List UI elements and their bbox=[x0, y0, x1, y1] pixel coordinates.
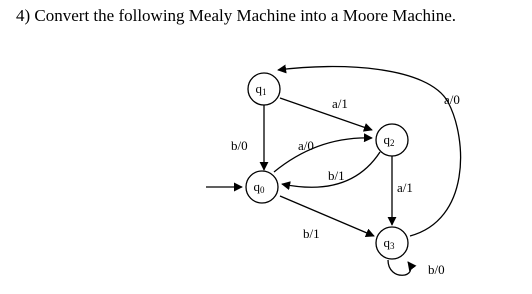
state-q1-label: q1 bbox=[255, 81, 267, 97]
edge-q3-self-loop bbox=[388, 260, 411, 275]
label-q2-q0: b/1 bbox=[328, 168, 345, 183]
label-q3-self: b/0 bbox=[428, 262, 445, 277]
label-q1-q0: b/0 bbox=[231, 138, 248, 153]
state-q0-label: q0 bbox=[253, 179, 265, 195]
label-q0-q3: b/1 bbox=[303, 226, 320, 241]
edge-q1-q2 bbox=[280, 98, 372, 130]
state-q3-label: q3 bbox=[383, 235, 395, 251]
edge-q0-q3 bbox=[280, 196, 374, 236]
label-q3-q1: a/0 bbox=[444, 92, 460, 107]
label-q2-q3: a/1 bbox=[397, 180, 413, 195]
edge-q0-q2 bbox=[274, 138, 372, 172]
label-q1-q2: a/1 bbox=[332, 96, 348, 111]
label-q0-q2: a/0 bbox=[298, 138, 314, 153]
question-title: 4) Convert the following Mealy Machine into a Moore Machine. bbox=[16, 6, 456, 25]
state-q2-label: q2 bbox=[383, 132, 395, 148]
